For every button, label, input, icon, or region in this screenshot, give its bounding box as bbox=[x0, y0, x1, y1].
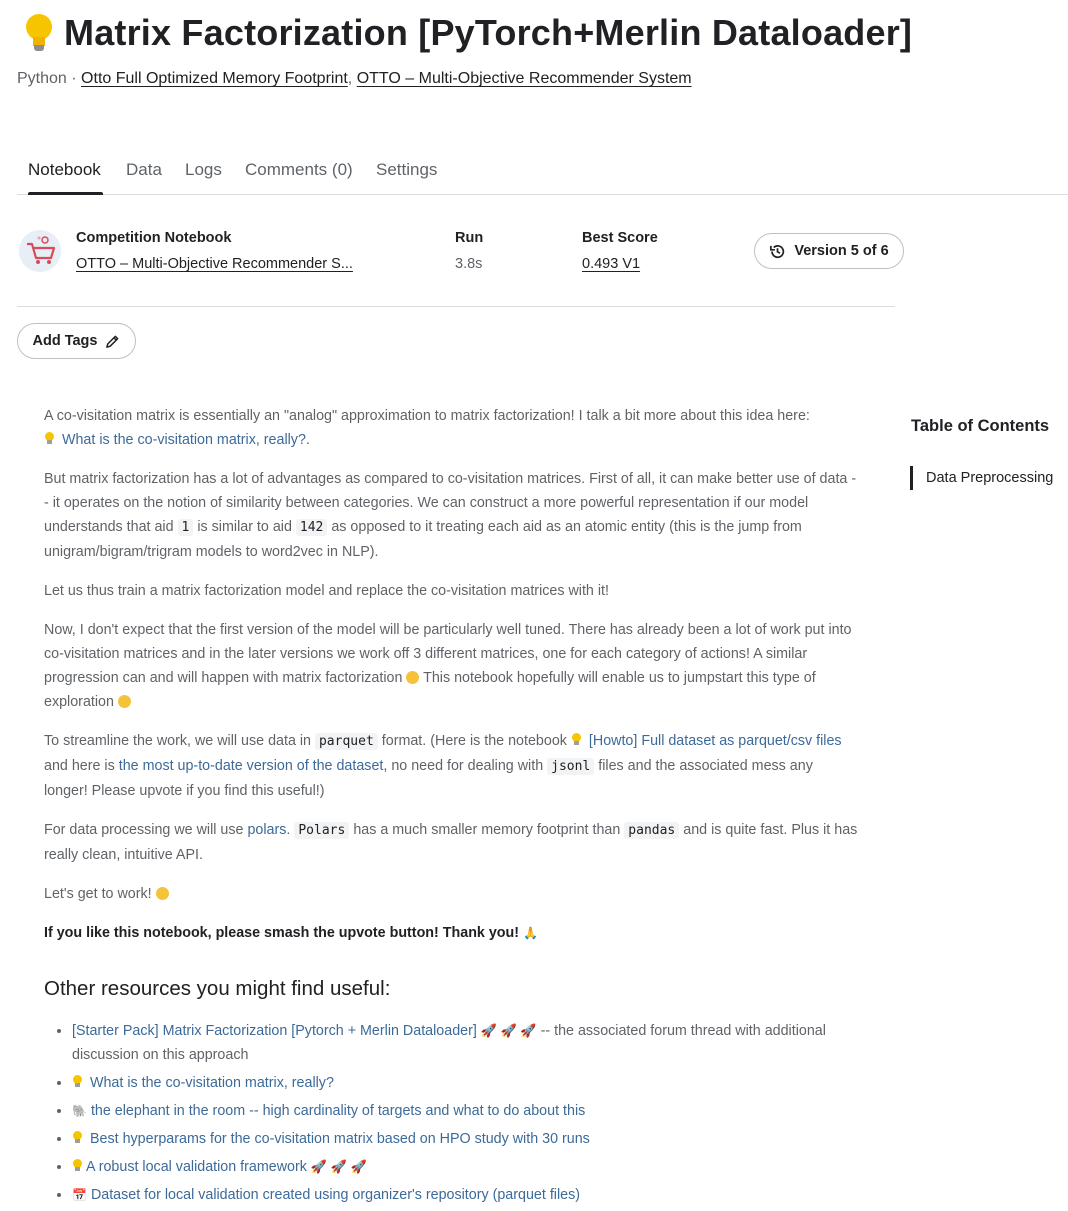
resource-link-hyperparams[interactable]: Best hyperparams for the co-visitation matrix based on HPO study with 30 runs bbox=[89, 1131, 590, 1147]
run-label: Run bbox=[455, 230, 484, 246]
resource-link-local-dataset[interactable]: Dataset for local validation created using organizer's repository (parquet files) bbox=[90, 1187, 581, 1203]
pencil-icon bbox=[105, 334, 120, 349]
lightbulb-icon bbox=[72, 1159, 82, 1172]
shopping-cart-icon[interactable] bbox=[19, 230, 61, 272]
lightbulb-icon bbox=[44, 432, 54, 445]
title-row bbox=[24, 12, 912, 54]
list-item: • [Starter Pack] Matrix Factorization [Pytorch + Merlin Dataloader] 🚀 🚀 🚀 -- the associated forum thread with additional discussion on this approach bbox=[72, 1019, 860, 1067]
smile-icon bbox=[118, 695, 131, 708]
lightbulb-icon bbox=[72, 1131, 82, 1144]
covisitation-link[interactable]: What is the co-visitation matrix, really? bbox=[61, 432, 306, 448]
source-link-competition[interactable]: OTTO – Multi-Objective Recommender System bbox=[356, 70, 692, 87]
tab-comments[interactable]: Comments (0) bbox=[245, 160, 353, 179]
lightbulb-icon bbox=[571, 733, 581, 746]
code-polars: Polars bbox=[294, 822, 349, 839]
code-aid-142: 142 bbox=[296, 519, 327, 536]
resources-list bbox=[44, 1019, 860, 1207]
resource-link-starter-pack[interactable]: [Starter Pack] Matrix Factorization [Pytorch + Merlin Dataloader] bbox=[72, 1023, 477, 1039]
paragraph-data-format: To streamline the work, we will use data in parquet format. (Here is the notebook [Howto] Full dataset as parquet/csv files and here is the most up-to-date version of the dataset, no need for dealing with jsonl files and the associated mess any longer! Please upvote if you find this useful!) bbox=[44, 733, 842, 799]
pray-icon: 🙏 bbox=[523, 926, 538, 940]
version-label: Version 5 of 6 bbox=[794, 243, 889, 259]
list-item bbox=[72, 1071, 860, 1095]
latest-dataset-link[interactable]: the most up-to-date version of the dataset bbox=[118, 758, 384, 774]
list-item bbox=[72, 1183, 860, 1207]
list-item bbox=[72, 1127, 860, 1151]
smile-icon bbox=[406, 671, 419, 684]
paragraph-polars: For data processing we will use polars. Polars has a much smaller memory footprint than pandas and is quite fast. Plus it has really clean, intuitive API. bbox=[44, 822, 858, 863]
add-tags-button[interactable] bbox=[17, 323, 136, 359]
resource-link-validation[interactable]: A robust local validation framework bbox=[86, 1159, 307, 1175]
tab-bar bbox=[17, 150, 1068, 195]
list-item bbox=[72, 1099, 860, 1123]
paragraph-intro: A co-visitation matrix is essentially an "analog" approximation to matrix factorization! I talk a bit more about this idea here: What is the co-visitation matrix, really?. bbox=[44, 408, 810, 448]
competition-link[interactable]: OTTO – Multi-Objective Recommender S... bbox=[76, 256, 353, 272]
rocket-icon: 🚀 🚀 🚀 bbox=[480, 1023, 537, 1038]
paragraph-train: Let us thus train a matrix factorization model and replace the co-visitation matrices with it! bbox=[44, 583, 609, 599]
paragraph-upvote: If you like this notebook, please smash the upvote button! Thank you! 🙏 bbox=[44, 925, 538, 941]
toc-item-data-preprocessing[interactable]: Data Preprocessing bbox=[910, 466, 1053, 490]
language-label: Python bbox=[17, 70, 67, 87]
toc-title: Table of Contents bbox=[911, 417, 1050, 435]
code-pandas: pandas bbox=[624, 822, 679, 839]
competition-label: Competition Notebook bbox=[76, 230, 232, 246]
tab-settings[interactable]: Settings bbox=[376, 160, 438, 179]
howto-dataset-link[interactable]: [Howto] Full dataset as parquet/csv files bbox=[588, 733, 842, 749]
best-score-link[interactable]: 0.493 V1 bbox=[582, 256, 641, 272]
notebook-info bbox=[17, 228, 895, 307]
tab-data[interactable]: Data bbox=[126, 160, 162, 179]
resource-link-covisitation[interactable]: What is the co-visitation matrix, really? bbox=[89, 1075, 334, 1091]
notebook-subtitle: Python · Otto Full Optimized Memory Footprint, OTTO – Multi-Objective Recommender System bbox=[17, 70, 692, 87]
code-jsonl: jsonl bbox=[547, 758, 594, 775]
history-icon bbox=[769, 243, 786, 260]
tab-logs[interactable]: Logs bbox=[185, 160, 222, 179]
separator: · bbox=[71, 70, 77, 87]
page-title: Matrix Factorization [PyTorch+Merlin Dataloader] bbox=[64, 12, 913, 53]
paragraph-expectations: Now, I don't expect that the first version of the model will be particularly well tuned. There has already been a lot of work put into co-visitation matrices and in the later versions we work off 3 different matrices, one for each category of actions! A similar progression can and will happen with matrix factorization This notebook hopefully will enable us to jumpstart this type of exploration bbox=[44, 622, 852, 710]
version-button[interactable] bbox=[754, 233, 904, 269]
source-link-dataset[interactable]: Otto Full Optimized Memory Footprint bbox=[81, 70, 348, 87]
resources-heading: Other resources you might find useful: bbox=[44, 977, 391, 1000]
notebook-content bbox=[44, 404, 860, 1211]
code-aid-1: 1 bbox=[178, 519, 194, 536]
tab-notebook[interactable]: Notebook bbox=[28, 160, 101, 179]
lightbulb-icon bbox=[24, 14, 54, 52]
lightbulb-icon bbox=[72, 1075, 82, 1088]
paragraph-get-to-work: Let's get to work! bbox=[44, 882, 860, 906]
elephant-icon: 🐘 bbox=[72, 1104, 87, 1118]
list-item bbox=[72, 1155, 860, 1179]
calendar-icon: 📅 bbox=[72, 1188, 87, 1202]
paragraph-advantages: But matrix factorization has a lot of advantages as compared to co-visitation matrices. First of all, it can make better use of data -- it operates on the notion of similarity between categories. We can construct a more powerful representation if our model understands that aid 1 is similar to aid 142 as opposed to it treating each aid as an atomic entity (this is the jump from unigram/bigram/trigram models to word2vec in NLP). bbox=[44, 471, 857, 560]
run-value: 3.8s bbox=[455, 256, 483, 272]
add-tags-label: Add Tags bbox=[32, 333, 98, 349]
polars-link[interactable]: polars bbox=[247, 822, 287, 838]
active-tab-indicator bbox=[28, 192, 103, 195]
best-score-label: Best Score bbox=[582, 230, 658, 246]
smile-icon bbox=[156, 887, 169, 900]
code-parquet: parquet bbox=[315, 733, 378, 750]
rocket-icon: 🚀 🚀 🚀 bbox=[310, 1159, 367, 1174]
resource-link-elephant[interactable]: the elephant in the room -- high cardinality of targets and what to do about this bbox=[90, 1103, 586, 1119]
